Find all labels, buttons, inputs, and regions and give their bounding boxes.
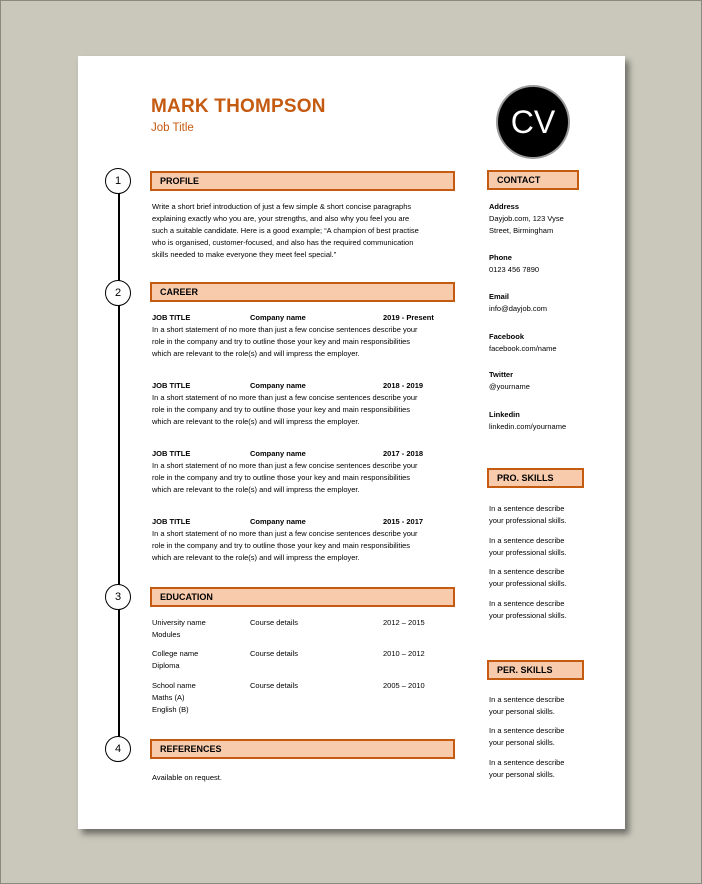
description-line: role in the company and try to outline those your key and main responsibilities: [152, 405, 411, 414]
per-skills-header: PER. SKILLS: [487, 660, 584, 680]
school-name: School name: [152, 681, 196, 690]
description-line: In a short statement of no more than just a few concise sentences describe your: [152, 529, 418, 538]
description-line: role in the company and try to outline those your key and main responsibilities: [152, 473, 411, 482]
contact-value: linkedin.com/yourname: [489, 422, 567, 431]
contact-facebook: [489, 331, 557, 355]
skill-line: your personal skills.: [489, 770, 555, 779]
course-details: Course details: [250, 649, 298, 658]
candidate-name: MARK THOMPSON: [151, 96, 326, 117]
description-line: role in the company and try to outline those your key and main responsibilities: [152, 337, 411, 346]
skill-line: In a sentence describe: [489, 599, 565, 608]
timeline-line: [118, 181, 120, 751]
school-name: University name: [152, 618, 206, 627]
company-name: Company name: [250, 381, 306, 390]
profile-line: who is organised, customer-focused, and also has the required communication: [152, 238, 414, 247]
contact-value: Dayjob.com, 123 Vyse: [489, 214, 564, 223]
contact-label: Facebook: [489, 332, 525, 341]
course-details: Course details: [250, 681, 298, 690]
skill-line: your professional skills.: [489, 579, 567, 588]
job-description: [152, 460, 457, 496]
job-dates: 2018 - 2019: [383, 381, 424, 390]
education-dates: 2012 – 2015: [383, 618, 425, 627]
pro-skills-header: PRO. SKILLS: [487, 468, 584, 488]
contact-label: Phone: [489, 253, 512, 262]
skill-line: your personal skills.: [489, 738, 555, 747]
section-number-3: 3: [105, 584, 131, 610]
job-title: JOB TITLE: [152, 381, 191, 390]
description-line: which are relevant to the role(s) and will impress the employer.: [152, 485, 360, 494]
cv-badge: CV: [498, 87, 568, 157]
per-skill-item: [489, 694, 564, 718]
company-name: Company name: [250, 449, 306, 458]
profile-line: Write a short brief introduction of just a few simple & short concise paragraphs: [152, 202, 412, 211]
description-line: In a short statement of no more than just a few concise sentences describe your: [152, 393, 418, 402]
contact-address: [489, 201, 564, 237]
contact-twitter: [489, 369, 530, 393]
contact-value: info@dayjob.com: [489, 304, 548, 313]
skill-line: In a sentence describe: [489, 758, 565, 767]
skill-line: In a sentence describe: [489, 695, 565, 704]
profile-text: [152, 201, 457, 261]
job-description: [152, 528, 457, 564]
job-description: [152, 392, 457, 428]
job-dates: 2017 - 2018: [383, 449, 424, 458]
contact-linkedin: [489, 409, 566, 433]
section-number-4: 4: [105, 736, 131, 762]
contact-label: Twitter: [489, 370, 514, 379]
description-line: which are relevant to the role(s) and will impress the employer.: [152, 417, 360, 426]
job-dates: 2015 - 2017: [383, 517, 424, 526]
resume-page: [78, 56, 625, 829]
contact-header: CONTACT: [487, 170, 579, 190]
skill-line: In a sentence describe: [489, 504, 565, 513]
description-line: which are relevant to the role(s) and will impress the employer.: [152, 349, 360, 358]
course-details: Course details: [250, 618, 298, 627]
education-header: EDUCATION: [150, 587, 455, 607]
skill-line: In a sentence describe: [489, 567, 565, 576]
skill-line: your professional skills.: [489, 548, 567, 557]
job-dates: 2019 - Present: [383, 313, 434, 322]
career-header: CAREER: [150, 282, 455, 302]
per-skill-item: [489, 725, 564, 749]
profile-line: explaining exactly who you are, your strengths, and also why you feel you are: [152, 214, 410, 223]
education-sub: Modules: [152, 630, 181, 639]
description-line: In a short statement of no more than just a few concise sentences describe your: [152, 325, 418, 334]
education-sub: Maths (A): [152, 693, 185, 702]
profile-header: PROFILE: [150, 171, 455, 191]
education-entry: [152, 648, 425, 672]
skill-line: In a sentence describe: [489, 536, 565, 545]
skill-line: your personal skills.: [489, 707, 555, 716]
contact-value: facebook.com/name: [489, 344, 557, 353]
description-line: role in the company and try to outline those your key and main responsibilities: [152, 541, 411, 550]
pro-skill-item: [489, 598, 567, 622]
skill-line: your professional skills.: [489, 516, 567, 525]
education-entry: [152, 617, 425, 641]
contact-label: Email: [489, 292, 510, 301]
job-title: JOB TITLE: [152, 449, 191, 458]
contact-email: [489, 291, 547, 315]
education-sub: English (B): [152, 705, 189, 714]
school-name: College name: [152, 649, 199, 658]
section-number-1: 1: [105, 168, 131, 194]
contact-value: 0123 456 7890: [489, 265, 540, 274]
skill-line: your professional skills.: [489, 611, 567, 620]
education-dates: 2010 – 2012: [383, 649, 425, 658]
profile-line: such a suitable candidate. Here is a good example; “A champion of best practise: [152, 226, 419, 235]
job-description: [152, 324, 457, 360]
contact-value: @yourname: [489, 382, 530, 391]
job-title: JOB TITLE: [152, 313, 191, 322]
pro-skill-item: [489, 503, 567, 527]
candidate-job-title: Job Title: [151, 122, 194, 134]
job-title: JOB TITLE: [152, 517, 191, 526]
profile-line: skills needed to make everyone they meet feel special.”: [152, 250, 337, 259]
section-number-2: 2: [105, 280, 131, 306]
per-skill-item: [489, 757, 564, 781]
references-header: REFERENCES: [150, 739, 455, 759]
company-name: Company name: [250, 517, 306, 526]
pro-skill-item: [489, 535, 567, 559]
contact-phone: [489, 252, 539, 276]
skill-line: In a sentence describe: [489, 726, 565, 735]
education-entry: [152, 680, 425, 716]
references-text: Available on request.: [152, 773, 222, 782]
company-name: Company name: [250, 313, 306, 322]
education-dates: 2005 – 2010: [383, 681, 425, 690]
description-line: In a short statement of no more than just a few concise sentences describe your: [152, 461, 418, 470]
contact-value: Street, Birmingham: [489, 226, 554, 235]
contact-label: Address: [489, 202, 520, 211]
description-line: which are relevant to the role(s) and will impress the employer.: [152, 553, 360, 562]
education-sub: Diploma: [152, 661, 180, 670]
pro-skill-item: [489, 566, 567, 590]
contact-label: Linkedin: [489, 410, 520, 419]
